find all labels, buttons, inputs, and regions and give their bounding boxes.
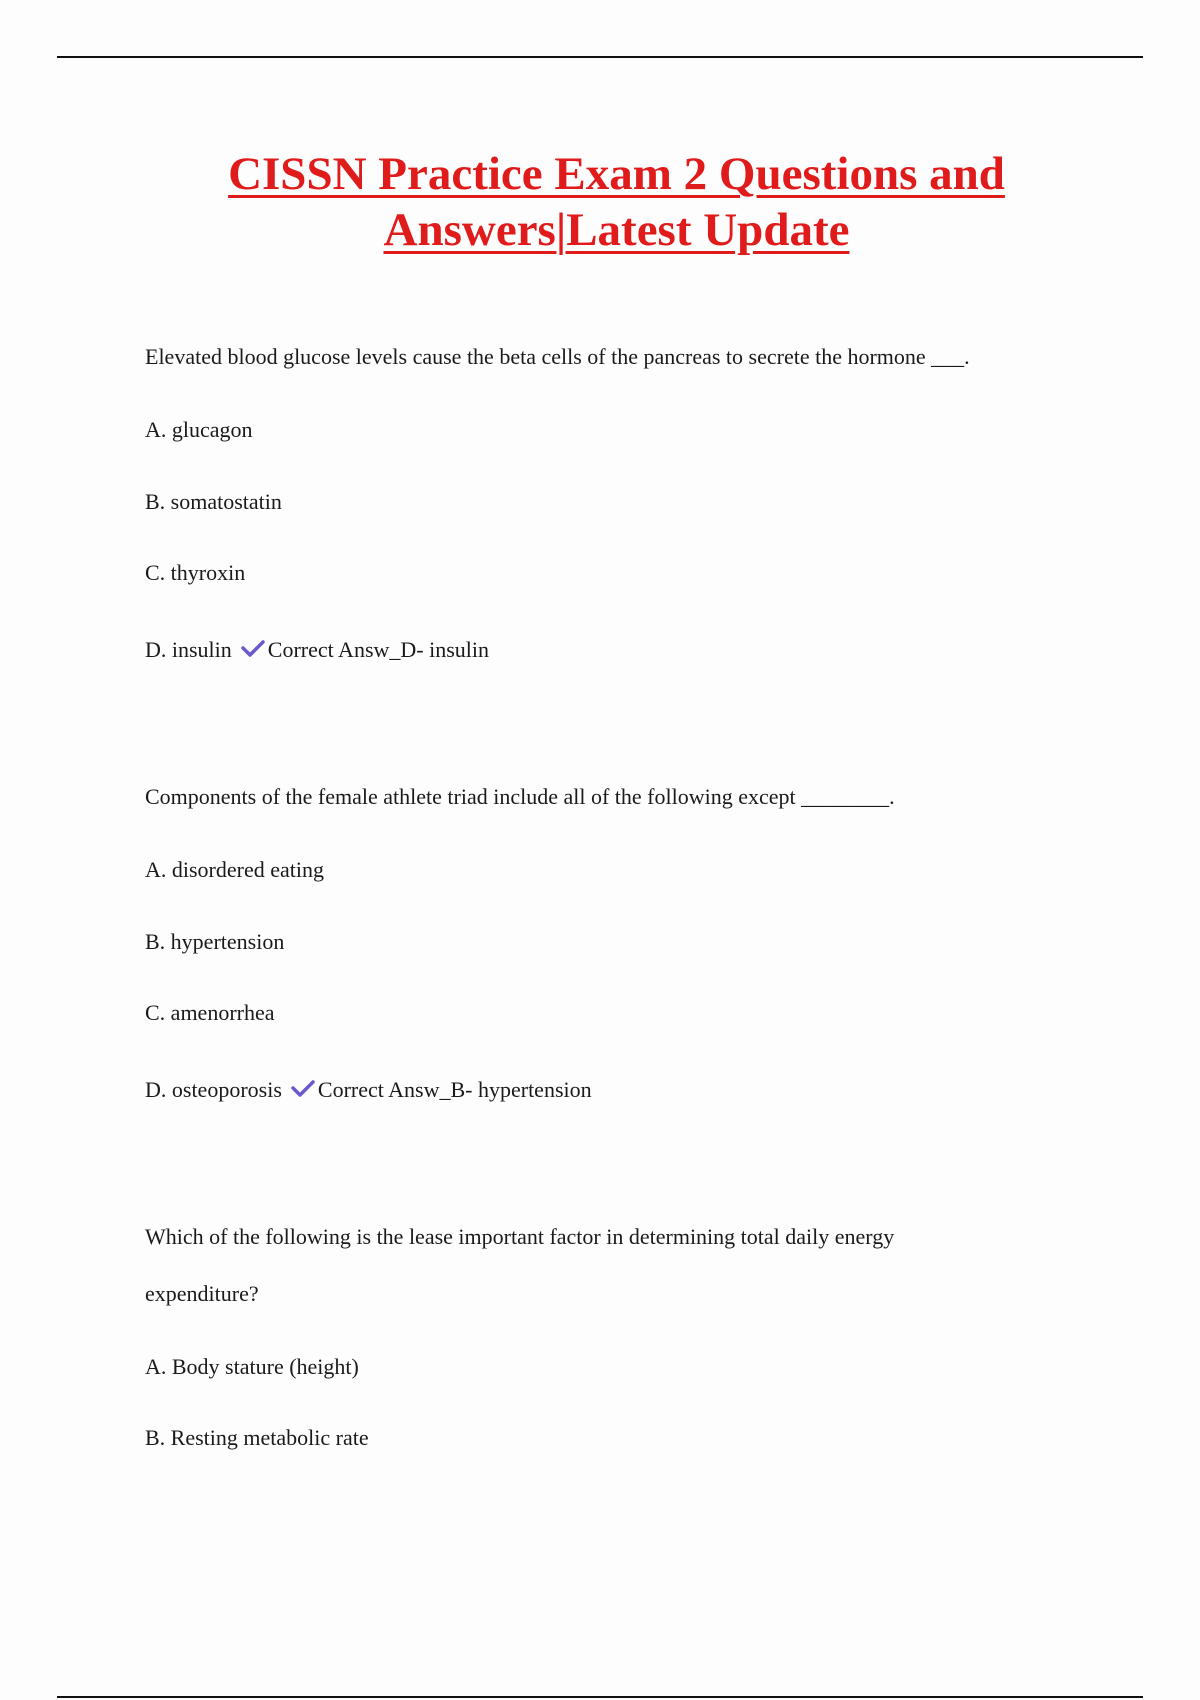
- checkmark-icon: [241, 636, 265, 664]
- question-2-option-b: B. hypertension: [145, 929, 285, 954]
- question-1-prompt: Elevated blood glucose levels cause the beta cells of the pancreas to secrete the hormone ___.: [145, 344, 970, 369]
- question-1-option-c: C. thyroxin: [145, 560, 246, 585]
- question-1-option-b: B. somatostatin: [145, 489, 282, 514]
- question-1-answer: Correct Answ_D- insulin: [267, 637, 489, 662]
- title-line-1: CISSN Practice Exam 2 Questions and: [228, 148, 1005, 200]
- question-1-option-a: A. glucagon: [145, 417, 253, 442]
- top-divider: [57, 56, 1143, 58]
- bottom-divider: [57, 1696, 1143, 1698]
- question-1-option-d-row: [145, 636, 489, 666]
- question-2-prompt: Components of the female athlete triad include all of the following except ________.: [145, 784, 895, 809]
- question-2-option-c: C. amenorrhea: [145, 1000, 275, 1025]
- checkmark-icon: [291, 1076, 315, 1104]
- document-title: [57, 146, 1176, 258]
- question-1-option-d: D. insulin: [145, 637, 232, 662]
- title-line-2: Answers|Latest Update: [383, 204, 850, 256]
- question-2-answer: Correct Answ_B- hypertension: [317, 1077, 592, 1102]
- question-3-prompt-line-2: expenditure?: [145, 1281, 259, 1306]
- question-2-option-d: D. osteoporosis: [145, 1077, 282, 1102]
- question-2-option-a: A. disordered eating: [145, 857, 324, 882]
- question-3-prompt-line-1: Which of the following is the lease important factor in determining total daily energy: [145, 1224, 895, 1249]
- question-2-option-d-row: [145, 1076, 592, 1106]
- question-3-option-a: A. Body stature (height): [145, 1354, 359, 1379]
- question-3-option-b: B. Resting metabolic rate: [145, 1425, 369, 1450]
